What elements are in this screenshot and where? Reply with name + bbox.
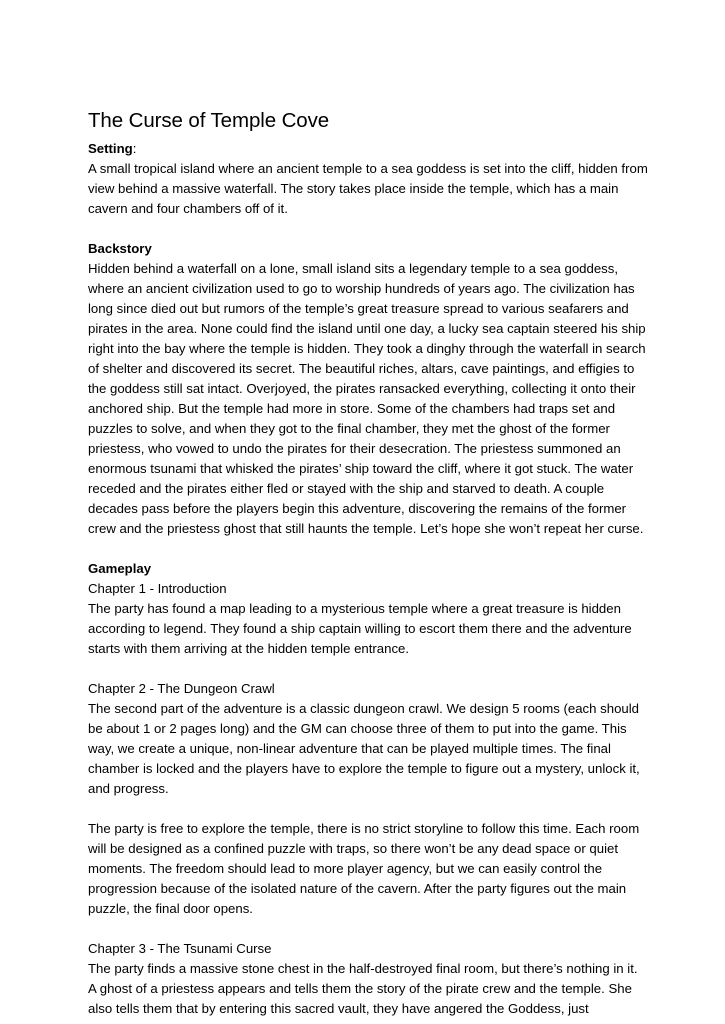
chapter-2-paragraph: The second part of the adventure is a classic dungeon crawl. We design 5 rooms (each should be about 1 or 2 pages long) and the GM can choose three of them to put into the game. This way, we create a unique, non-linear adventure that can be played multiple times. The final chamber is locked and the players have to explore the temple to figure out a mystery, unlock it, and progress. [88, 701, 640, 796]
chapter-2-title: Chapter 2 - The Dungeon Crawl [88, 681, 275, 696]
spacer [88, 919, 648, 939]
document-page [88, 107, 648, 1019]
spacer [88, 659, 648, 679]
chapter-1-paragraph: The party has found a map leading to a mysterious temple where a great treasure is hidden according to legend. They found a ship captain willing to escort them there and the adventure starts with them arriving at the hidden temple entrance. [88, 601, 632, 656]
setting-section [88, 139, 648, 219]
spacer [88, 219, 648, 239]
chapter-3-paragraph: The party finds a massive stone chest in the half-destroyed final room, but there’s nothing in it. A ghost of a priestess appears and tells them the story of the pirate crew and the temple. She also tells them that by entering this sacred vault, they have angered the Goddess, just [88, 961, 638, 1016]
chapter-2-paragraph: The party is free to explore the temple, there is no strict storyline to follow this time. Each room will be designed as a confined puzzle with traps, so there won’t be any dead space or quiet moments. The freedom should lead to more player agency, but we can easily control the progression because of the isolated nature of the cavern. After the party figures out the main puzzle, the final door opens. [88, 821, 640, 916]
document-title: The Curse of Temple Cove [88, 109, 330, 132]
chapter-3 [88, 939, 648, 1019]
setting-body: A small tropical island where an ancient temple to a sea goddess is set into the cliff, hidden from view behind a massive waterfall. The story takes place inside the temple, which has a main cavern and four chambers off of it. [88, 161, 648, 216]
spacer [88, 799, 648, 819]
chapter-1 [88, 579, 648, 659]
setting-heading-colon: : [132, 141, 137, 156]
chapter-3-title: Chapter 3 - The Tsunami Curse [88, 941, 272, 956]
backstory-body: Hidden behind a waterfall on a lone, small island sits a legendary temple to a sea goddess, where an ancient civilization used to go to worship hundreds of years ago. The civilization has long since died out but rumors of the temple’s great treasure spread to various seafarers and pirates in the area. None could find the island until one day, a lucky sea captain steered his ship right into the bay where the temple is hidden. They took a dinghy through the waterfall in search of shelter and discovered its secret. The beautiful riches, altars, cave paintings, and effigies to the goddess still sat intact. Overjoyed, the pirates ransacked everything, collecting it onto their anchored ship. But the temple had more in store. Some of the chambers had traps set and puzzles to solve, and when they got to the final chamber, they met the ghost of the former priestess, who vowed to undo the pirates for their desecration. The priestess summoned an enormous tsunami that whisked the pirates’ ship toward the cliff, where it got stuck. The water receded and the pirates either fled or stayed with the ship and starved to death. A couple decades pass before the players begin this adventure, discovering the remains of the former crew and the priestess ghost that still haunts the temple. Let’s hope she won’t repeat her curse. [88, 261, 646, 536]
backstory-section [88, 239, 648, 539]
setting-heading-text: Setting [88, 141, 133, 156]
gameplay-heading: Gameplay [88, 561, 152, 576]
setting-heading [88, 139, 648, 159]
chapter-1-title: Chapter 1 - Introduction [88, 581, 227, 596]
chapter-2 [88, 679, 648, 919]
spacer [88, 539, 648, 559]
gameplay-section [88, 559, 648, 1019]
backstory-heading: Backstory [88, 241, 152, 256]
